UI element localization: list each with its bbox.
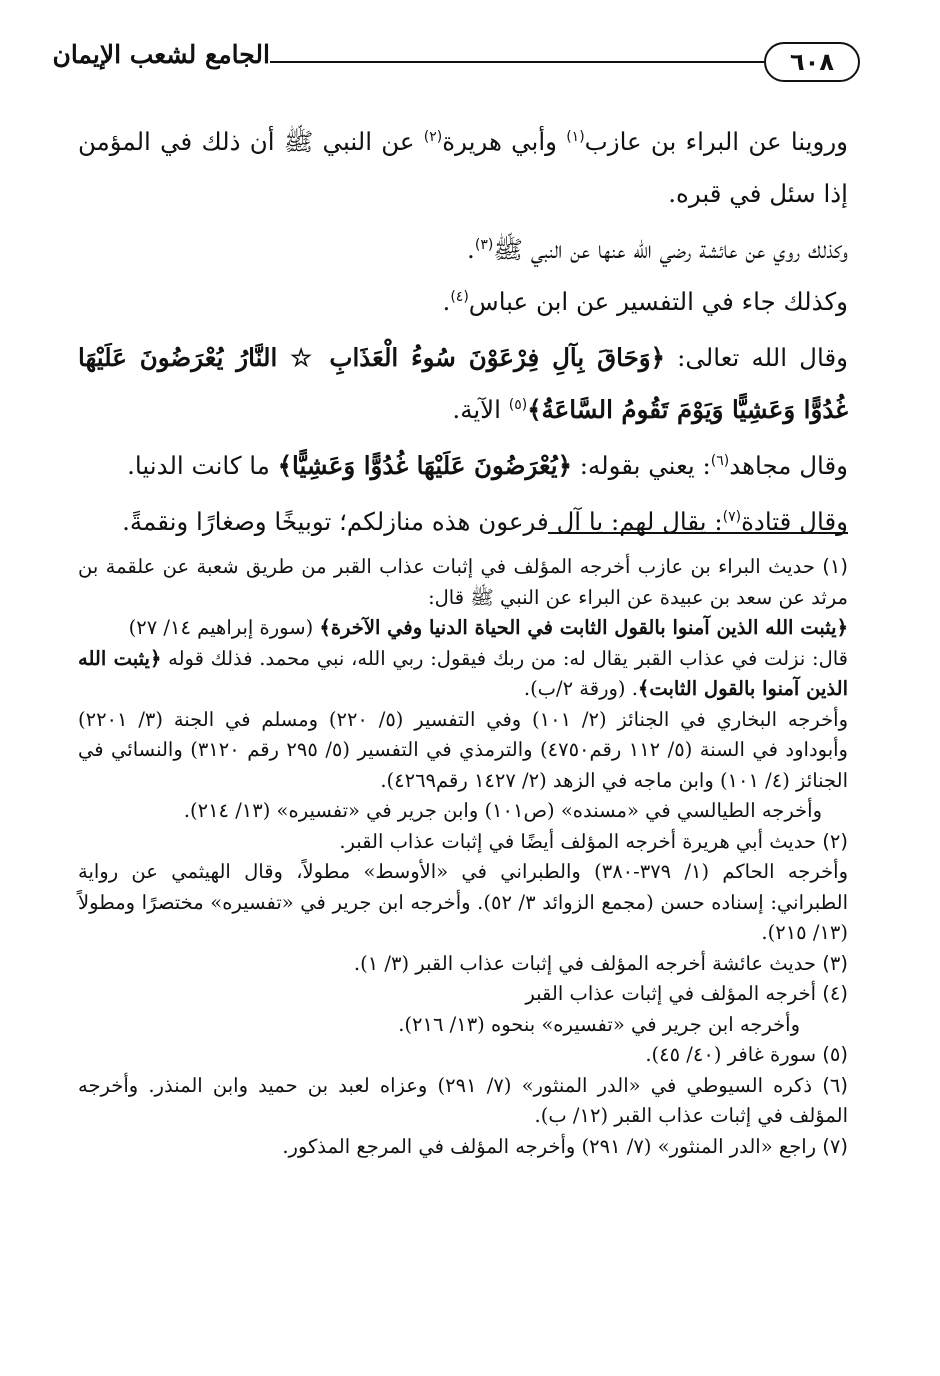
footnote-text: قال: نزلت في عذاب القبر يقال له: من ربك فيقول: ربي الله، نبي محمد. فذلك قوله	[161, 646, 849, 670]
text: وأبي هريرة	[442, 127, 567, 156]
footnote-number: (١)	[822, 555, 848, 578]
footnote-4-takhrij: وأخرجه ابن جرير في «تفسيره» بنحوه (١٣/ ٢١٦).	[398, 1012, 800, 1036]
footnote-text: سورة غافر (٤٠/ ٤٥).	[645, 1043, 823, 1066]
footnote-2	[78, 827, 848, 858]
footnote-number: (٤)	[822, 982, 848, 1005]
footnote-ref: (٦)	[710, 452, 730, 469]
text: .	[467, 235, 475, 264]
footnote-separator	[548, 532, 848, 534]
footnote-text: (سورة إبراهيم ١٤/ ٢٧)	[128, 616, 320, 639]
footnote-1-verse	[78, 613, 848, 644]
text: الآية.	[452, 395, 509, 424]
quran-verse: ﴿يثبت الله الذين آمنوا بالقول الثابت في الحياة الدنيا وفي الآخرة﴾	[319, 616, 848, 639]
page-header	[52, 36, 860, 96]
footnote-5	[78, 1040, 848, 1071]
paragraph-5	[78, 440, 848, 492]
footnote-7	[78, 1132, 848, 1163]
text: ما كانت الدنيا.	[127, 451, 278, 480]
footnote-ref: (٢)	[423, 128, 443, 145]
running-title: الجامع لشعب الإيمان	[52, 40, 270, 69]
footnote-4	[78, 979, 848, 1010]
footnote-ref: (٤)	[450, 288, 469, 305]
footnote-text: حديث أبي هريرة أخرجه المؤلف أيضًا في إثبات عذاب القبر.	[339, 829, 823, 853]
text: وقال قتادة	[741, 507, 848, 536]
footnote-ref: (٣)	[474, 236, 494, 253]
footnote-6	[78, 1071, 848, 1132]
footnote-number: (٧)	[822, 1134, 848, 1158]
footnote-ref: (٧)	[722, 508, 742, 525]
footnote-2-takhrij: وأخرجه الحاكم (١/ ٣٧٩-٣٨٠) والطبراني في «الأوسط» مطولاً، وقال الهيثمي عن رواية الطبراني: إسناده حسن (مجمع الزوائد ٣/ ٥٢). وأخرجه ابن جرير في «تفسيره» مختصرًا ومطولاً (١٣/ ٢١٥).	[78, 860, 848, 944]
footnote-text: أخرجه المؤلف في إثبات عذاب القبر	[525, 982, 823, 1005]
footnote-text: . (ورقة ٢/ب).	[523, 677, 638, 700]
footnote-1-takhrij-1: وأخرجه البخاري في الجنائز (٢/ ١٠١) وفي التفسير (٥/ ٢٢٠) ومسلم في الجنة (٣/ ٢٢٠١) وأبوداود في السنة (٥/ ١١٢ رقم٤٧٥٠) والترمذي في التفسير (٥/ ٢٩٥ رقم ٣١٢٠) والنسائي في الجنائز (٤/ ١٠١) وابن ماجه في الزهد (٢/ ١٤٢٧ رقم٤٢٦٩).	[78, 707, 849, 792]
text: .	[442, 287, 451, 316]
footnote-text: حديث البراء بن عازب أخرجه المؤلف في إثبات عذاب القبر من طريق شعبة عن علقمة بن مرثد عن سعد بن عبيدة عن البراء عن النبي ﷺ قال:	[78, 555, 848, 609]
text: : يعني بقوله:	[571, 451, 711, 480]
text: : يقال لهم: يا آل فرعون هذه منازلكم؛ توبيخًا وصغارًا ونقمةً.	[122, 507, 723, 536]
quran-verse: ﴿وَحَاقَ بِآلِ فِرْعَوْنَ سُوءُ الْعَذَابِ ☆ النَّارُ يُعْرَضُونَ عَلَيْهَا غُدُوًّا وَعَشِيًّا وَيَوْمَ تَقُومُ السَّاعَةُ﴾	[78, 343, 848, 424]
text: وقال مجاهد	[729, 451, 848, 480]
paragraph-2	[78, 224, 848, 276]
quran-verse: ﴿يثبت الله الذين آمنوا بالقول الثابت﴾	[78, 646, 848, 700]
footnote-number: (٦)	[822, 1073, 848, 1097]
footnote-number: (٢)	[822, 829, 848, 853]
paragraph-1	[78, 116, 848, 220]
text: وكذلك جاء في التفسير عن ابن عباس	[468, 287, 848, 316]
paragraph-3	[78, 276, 848, 328]
footnote-3	[78, 949, 848, 980]
footnote-text: ذكره السيوطي في «الدر المنثور» (٧/ ٢٩١) وعزاه لعبد بن حميد وابن المنذر. وأخرجه المؤلف في إثبات عذاب القبر (١٢/ ب).	[78, 1073, 848, 1127]
footnote-text: حديث عائشة أخرجه المؤلف في إثبات عذاب القبر (٣/ ١).	[353, 951, 823, 975]
footnotes	[78, 552, 848, 1162]
footnote-1-quote	[78, 644, 848, 705]
page-number: ٦٠٨	[764, 42, 860, 82]
paragraph-6	[78, 496, 848, 548]
text: وقال الله تعالى:	[664, 343, 848, 372]
header-rule	[270, 61, 764, 63]
footnote-1	[78, 552, 848, 613]
footnote-text: راجع «الدر المنثور» (٧/ ٢٩١) وأخرجه المؤلف في المرجع المذكور.	[282, 1134, 823, 1158]
text: وكذلك روي عن عائشة رضي الله عنها عن النبي ﷺ	[493, 235, 848, 264]
footnote-ref: (١)	[566, 128, 585, 145]
footnote-1-takhrij-2: وأخرجه الطيالسي في «مسنده» (ص١٠١) وابن جرير في «تفسيره» (١٣/ ٢١٤).	[183, 799, 822, 822]
main-text	[78, 116, 848, 548]
footnote-number: (٥)	[822, 1043, 848, 1066]
text: وروينا عن البراء بن عازب	[584, 127, 848, 156]
quran-verse: ﴿يُعْرَضُونَ عَلَيْهَا غُدُوًّا وَعَشِيًّا﴾	[277, 451, 572, 480]
footnote-number: (٣)	[822, 951, 848, 975]
text: عن النبي ﷺ أن ذلك في المؤمن إذا سئل في قبره.	[78, 127, 848, 208]
footnote-ref: (٥)	[508, 396, 528, 413]
paragraph-4	[78, 332, 848, 436]
